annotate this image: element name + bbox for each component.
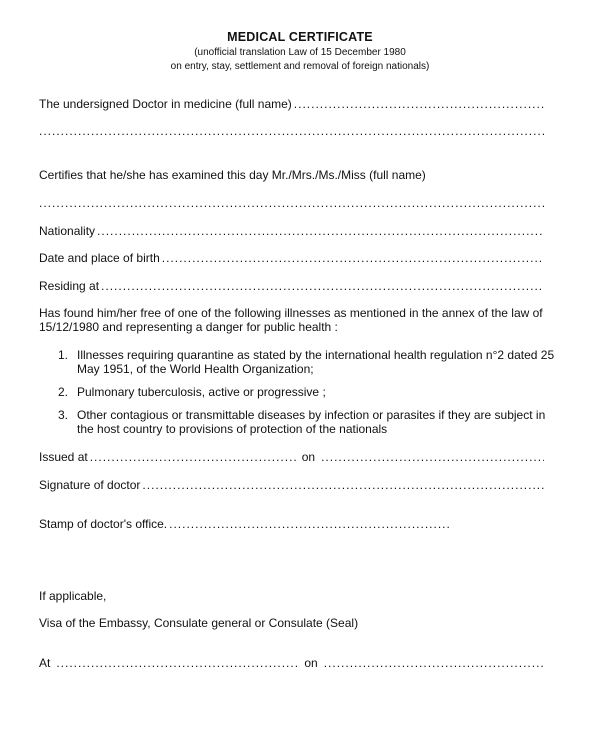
list-item-text: Illnesses requiring quarantine as stated by the international health regulation n°2 dated 25 May 1951, of the World Health Organization;	[77, 348, 555, 376]
list-item	[58, 385, 558, 399]
stamp-field[interactable]	[39, 517, 449, 531]
signature-blank[interactable]	[142, 478, 544, 492]
issued-date-blank[interactable]	[321, 450, 544, 464]
signature-label: Signature of doctor	[39, 478, 141, 492]
applicable-heading: If applicable,	[39, 589, 107, 603]
illness-list	[58, 348, 558, 445]
patient-name-blank-row[interactable]	[39, 196, 544, 210]
patient-name-blank[interactable]	[39, 196, 544, 210]
statement-paragraph: Has found him/her free of one of the following illnesses as mentioned in the annex of the law of 15/12/1980 and representing a danger for public health :	[39, 306, 543, 334]
at-place-blank[interactable]	[56, 656, 300, 670]
birth-label: Date and place of birth	[39, 251, 160, 265]
issued-label: Issued at	[39, 450, 88, 464]
birth-field[interactable]	[39, 251, 544, 265]
doctor-name-blank[interactable]	[294, 97, 544, 111]
list-item-number: 2.	[58, 385, 69, 399]
doctor-name-continuation[interactable]	[39, 124, 544, 138]
at-label: At	[39, 656, 51, 670]
nationality-label: Nationality	[39, 224, 96, 238]
certifies-label: Certifies that he/she has examined this day Mr./Mrs./Ms./Miss (full name)	[39, 168, 426, 182]
document-subtitle-law: (unofficial translation Law of 15 December 1980	[194, 47, 406, 58]
stamp-label: Stamp of doctor's office.	[39, 517, 168, 531]
at-field[interactable]	[39, 656, 544, 670]
doctor-name-field[interactable]	[39, 97, 544, 111]
list-item	[58, 408, 558, 436]
at-date-blank[interactable]	[324, 656, 544, 670]
list-item-text: Other contagious or transmittable diseases by infection or parasites if they are subject in the host country to provisions of protection of the nationals	[77, 408, 546, 436]
at-on-label: on	[304, 656, 318, 670]
stamp-blank[interactable]	[169, 517, 449, 531]
list-item	[58, 348, 558, 376]
signature-field[interactable]	[39, 478, 544, 492]
document-title: MEDICAL CERTIFICATE	[227, 30, 373, 44]
document-subtitle-scope: on entry, stay, settlement and removal of foreign nationals)	[170, 61, 430, 72]
visa-label: Visa of the Embassy, Consulate general or Consulate (Seal)	[39, 616, 359, 630]
issued-field[interactable]	[39, 450, 544, 464]
issued-place-blank[interactable]	[90, 450, 298, 464]
list-item-text: Pulmonary tuberculosis, active or progressive ;	[77, 385, 326, 399]
patient-name-field	[39, 168, 544, 182]
issued-on-label: on	[301, 450, 316, 464]
doctor-name-label: The undersigned Doctor in medicine (full name)	[39, 97, 292, 111]
list-item-number: 3.	[58, 408, 69, 422]
doctor-name-blank-2[interactable]	[39, 124, 544, 138]
residing-field[interactable]	[39, 279, 544, 293]
nationality-blank[interactable]	[97, 224, 544, 238]
list-item-number: 1.	[58, 348, 69, 362]
nationality-field[interactable]	[39, 224, 544, 238]
birth-blank[interactable]	[162, 251, 544, 265]
residing-label: Residing at	[39, 279, 100, 293]
residing-blank[interactable]	[101, 279, 544, 293]
